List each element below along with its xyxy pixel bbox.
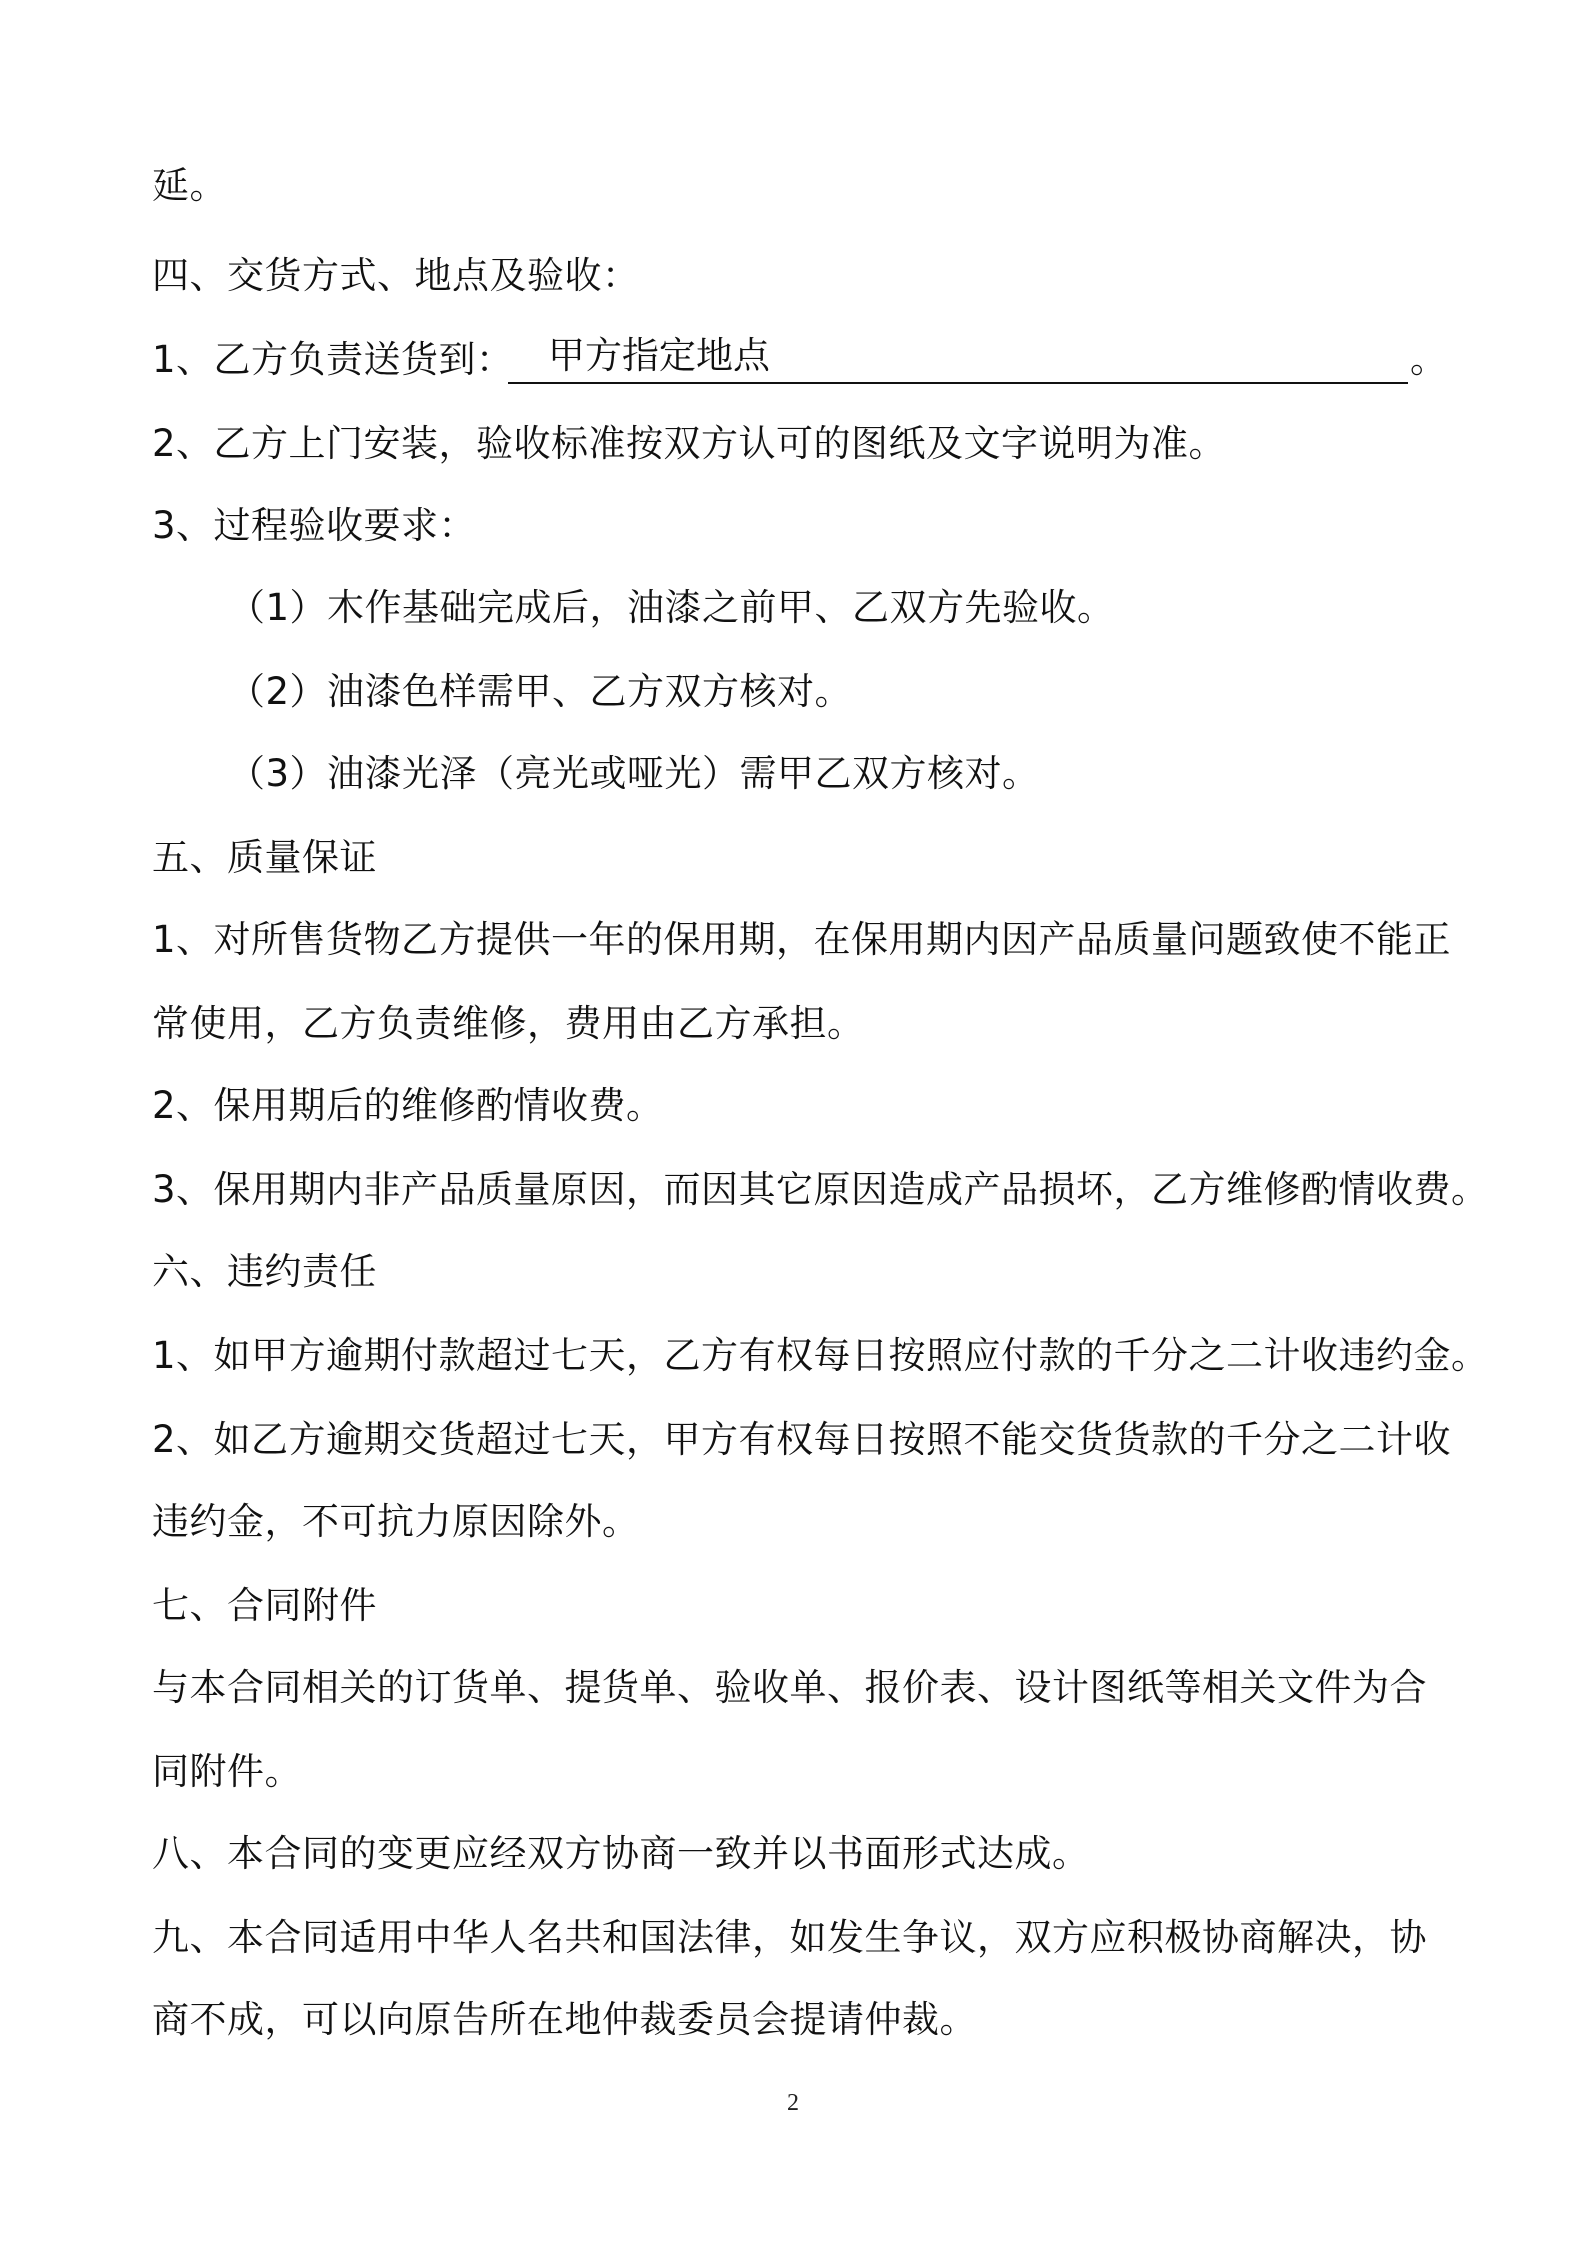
sub-clause-1: （1）木作基础完成后，油漆之前甲、乙双方先验收。	[228, 586, 1115, 629]
clause-quality-1-line1: 1、对所售货物乙方提供一年的保用期，在保用期内因产品质量问题致使不能正	[152, 918, 1452, 961]
clause-quality-3: 3、保用期内非产品质量原因，而因其它原因造成产品损坏，乙方维修酌情收费。	[152, 1168, 1489, 1211]
delivery-location-period: 。	[1410, 338, 1447, 381]
clause-breach-2-line1: 2、如乙方逾期交货超过七天，甲方有权每日按照不能交货货款的千分之二计收	[152, 1418, 1452, 1461]
delivery-location-value: 甲方指定地点	[548, 334, 770, 377]
section-heading-law-line1: 九、本合同适用中华人名共和国法律，如发生争议，双方应积极协商解决，协	[152, 1916, 1427, 1959]
clause-attachments-line2: 同附件。	[152, 1750, 302, 1793]
section-heading-delivery: 四、交货方式、地点及验收：	[152, 254, 640, 297]
section-heading-attachments: 七、合同附件	[152, 1584, 377, 1627]
clause-breach-1: 1、如甲方逾期付款超过七天，乙方有权每日按照应付款的千分之二计收违约金。	[152, 1334, 1489, 1377]
section-heading-law-line2: 商不成，可以向原告所在地仲裁委员会提请仲裁。	[152, 1998, 977, 2041]
clause-delivery-2: 2、乙方上门安装，验收标准按双方认可的图纸及文字说明为准。	[152, 422, 1227, 465]
page-number: 2	[787, 2090, 799, 2116]
section-heading-amendment: 八、本合同的变更应经双方协商一致并以书面形式达成。	[152, 1832, 1090, 1875]
section-heading-breach: 六、违约责任	[152, 1250, 377, 1293]
section-heading-quality: 五、质量保证	[152, 836, 377, 879]
sub-clause-2: （2）油漆色样需甲、乙方双方核对。	[228, 670, 853, 713]
sub-clause-3: （3）油漆光泽（亮光或哑光）需甲乙双方核对。	[228, 752, 1040, 795]
clause-quality-2: 2、保用期后的维修酌情收费。	[152, 1084, 664, 1127]
text-line-continuation: 延。	[152, 164, 227, 207]
clause-breach-2-line2: 违约金，不可抗力原因除外。	[152, 1500, 640, 1543]
clause-delivery-3: 3、过程验收要求：	[152, 504, 477, 547]
clause-delivery-1: 1、乙方负责送货到：	[152, 338, 514, 381]
clause-quality-1-line2: 常使用，乙方负责维修，费用由乙方承担。	[152, 1002, 865, 1045]
clause-attachments-line1: 与本合同相关的订货单、提货单、验收单、报价表、设计图纸等相关文件为合	[152, 1666, 1427, 1709]
